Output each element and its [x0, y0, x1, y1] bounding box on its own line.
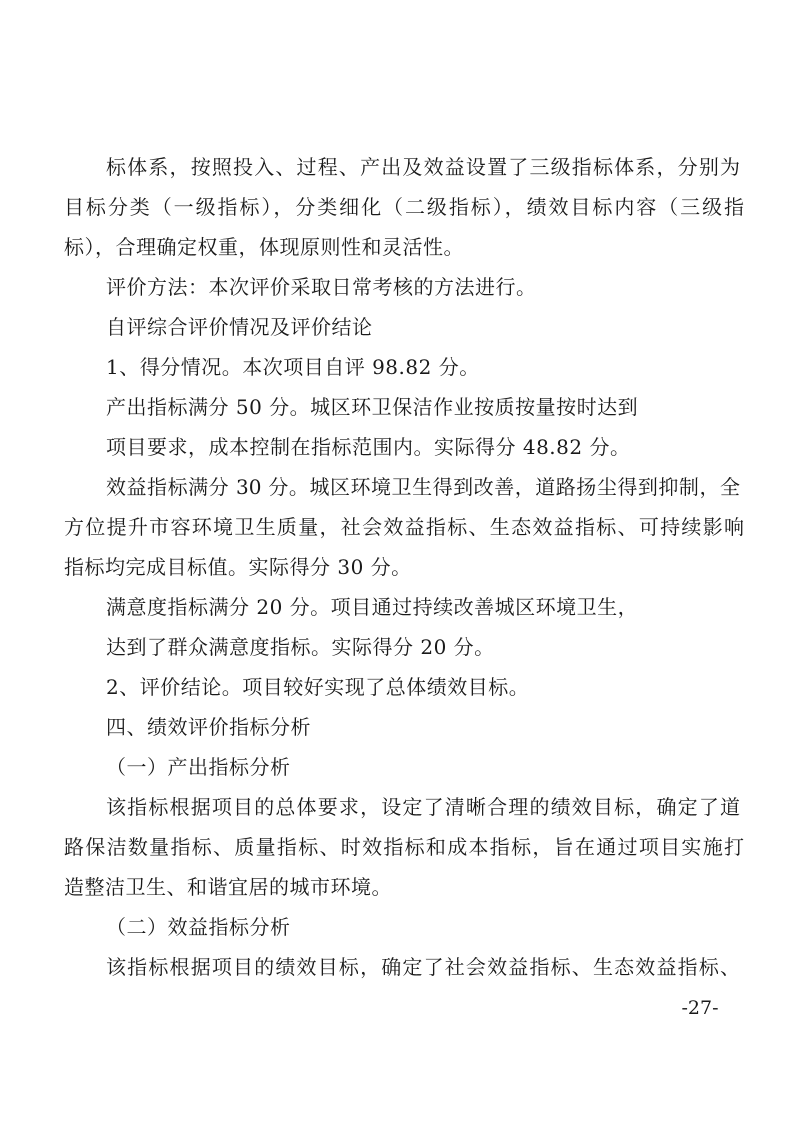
- text-line: 评价方法：本次评价采取日常考核的方法进行。: [106, 275, 537, 299]
- text-line: 项目要求，成本控制在指标范围内。实际得分 48.82 分。: [106, 435, 631, 459]
- text-line: 满意度指标满分 20 分。项目通过持续改善城区环境卫生，: [106, 595, 639, 619]
- text-line: 目标分类（一级指标），分类细化（二级指标），绩效目标内容（三级指: [64, 195, 744, 219]
- subsection-heading: （一）产出指标分析: [106, 755, 291, 779]
- text-line: 2、评价结论。项目较好实现了总体绩效目标。: [106, 675, 530, 699]
- text-line: 1、得分情况。本次项目自评 98.82 分。: [106, 355, 480, 379]
- section-heading: 四、绩效评价指标分析: [106, 715, 311, 739]
- page-number: -27-: [681, 997, 719, 1019]
- text-line: 造整洁卫生、和谐宜居的城市环境。: [64, 875, 392, 899]
- text-line: 该指标根据项目的绩效目标，确定了社会效益指标、生态效益指标、: [106, 955, 740, 979]
- text-line: 路保洁数量指标、质量指标、时效指标和成本指标，旨在通过项目实施打: [64, 835, 744, 859]
- text-line: 效益指标满分 30 分。城区环境卫生得到改善，道路扬尘得到抑制，全: [106, 475, 740, 499]
- text-line: 标），合理确定权重，体现原则性和灵活性。: [64, 235, 464, 259]
- text-line: 达到了群众满意度指标。实际得分 20 分。: [106, 635, 495, 659]
- text-line: 产出指标满分 50 分。城区环卫保洁作业按质按量按时达到: [106, 395, 639, 419]
- text-line: 指标均完成目标值。实际得分 30 分。: [64, 555, 412, 579]
- text-line: 该指标根据项目的总体要求，设定了清晰合理的绩效目标，确定了道: [106, 795, 740, 819]
- subsection-heading: （二）效益指标分析: [106, 915, 291, 939]
- text-line: 方位提升市容环境卫生质量，社会效益指标、生态效益指标、可持续影响: [64, 515, 744, 539]
- section-heading: 自评综合评价情况及评价结论: [106, 315, 373, 339]
- text-line: 标体系，按照投入、过程、产出及效益设置了三级指标体系，分别为: [106, 155, 740, 179]
